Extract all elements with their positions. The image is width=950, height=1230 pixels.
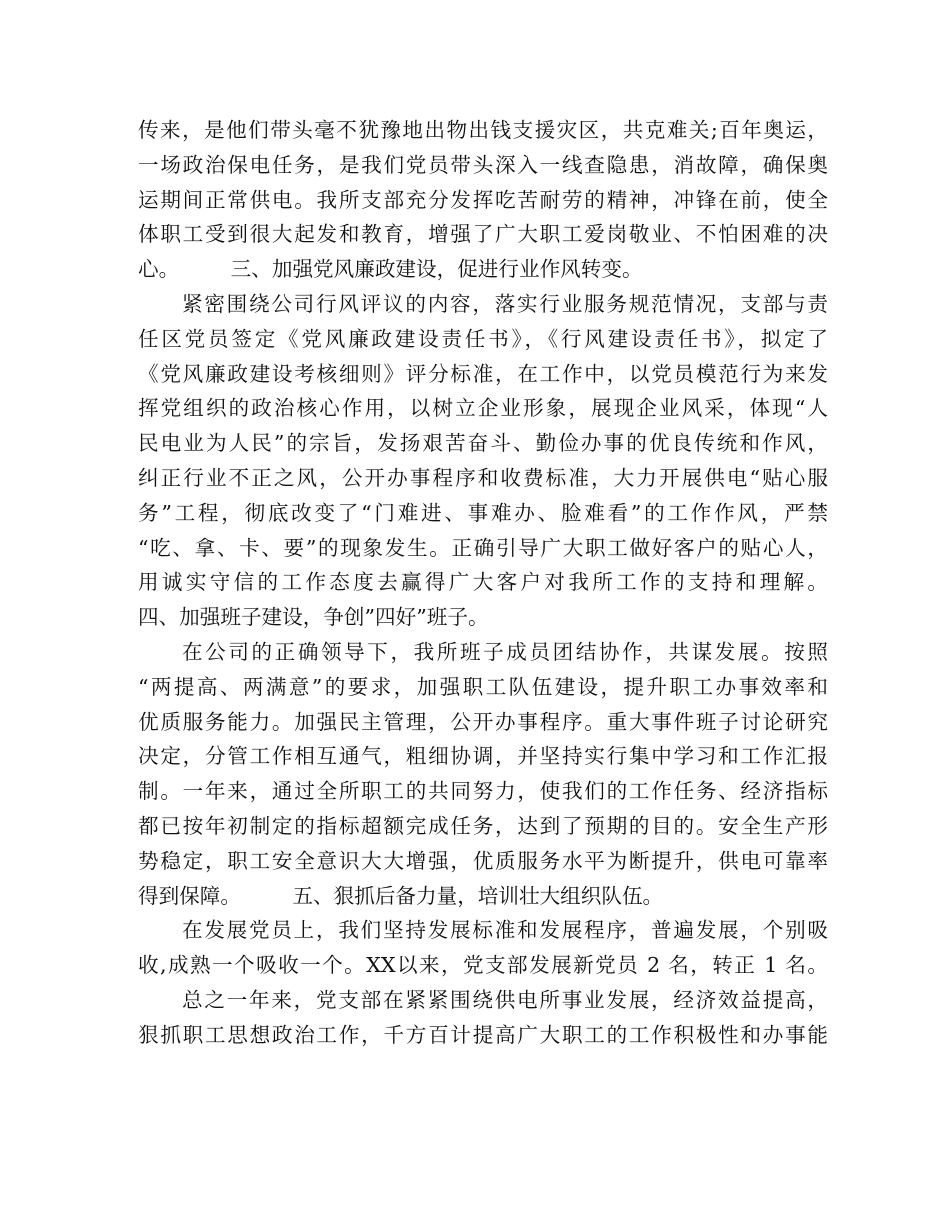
- text-line: 民电业为人民”的宗旨，发扬艰苦奋斗、勤俭办事的优良传统和作风，: [138, 431, 828, 456]
- text-line: 总之一年来，党支部在紧紧围绕供电所事业发展，经济效益提高，: [182, 987, 828, 1012]
- text-line: 挥党组织的政治核心作用，以树立企业形象，展现企业风采，体现“人: [138, 396, 828, 421]
- text-line: 任区党员签定《党风廉政建设责任书》，《行风建设责任书》，拟定了: [138, 326, 828, 351]
- text-line: 狠抓职工思想政治工作，千方百计提高广大职工的工作积极性和办事能: [138, 1022, 828, 1047]
- text-line: 决定，分管工作相互通气，粗细协调，并坚持实行集中学习和工作汇报: [138, 744, 828, 769]
- text-line: 都已按年初制定的指标超额完成任务，达到了预期的目的。安全生产形: [138, 813, 828, 838]
- text-line: 务”工程，彻底改变了“门难进、事难办、脸难看”的工作作风，严禁: [138, 500, 828, 525]
- text-line: “吃、拿、卡、要”的现象发生。正确引导广大职工做好客户的贴心人，: [138, 535, 828, 560]
- text-line: 用诚实守信的工作态度去赢得广大客户对我所工作的支持和理解。: [138, 570, 828, 595]
- text-line: 体职工受到很大起发和教育，增强了广大职工爱岗敬业、不怕困难的决: [138, 222, 828, 247]
- text-line: 势稳定，职工安全意识大大增强，优质服务水平为断提升，供电可靠率: [138, 848, 828, 873]
- text-line: 纠正行业不正之风，公开办事程序和收费标准，大力开展供电“贴心服: [138, 465, 828, 490]
- text-line: 在公司的正确领导下，我所班子成员团结协作，共谋发展。按照: [182, 639, 828, 664]
- text-line: 《党风廉政建设考核细则》评分标准，在工作中，以党员模范行为来发: [138, 361, 828, 386]
- text-line: 四、加强班子建设，争创”四好”班子。: [138, 605, 489, 630]
- text-line: 在发展党员上，我们坚持发展标准和发展程序，普遍发展，个别吸: [182, 918, 828, 943]
- text-line: 得到保障。 五、狠抓后备力量，培训壮大组织队伍。: [138, 883, 664, 908]
- text-line: 制。一年来，通过全所职工的共同努力，使我们的工作任务、经济指标: [138, 779, 828, 804]
- text-line: 紧密围绕公司行风评议的内容，落实行业服务规范情况，支部与责: [182, 291, 828, 316]
- text-line: 心。 三、加强党风廉政建设，促进行业作风转变。: [138, 257, 643, 282]
- text-line: “两提高、两满意”的要求，加强职工队伍建设，提升职工办事效率和: [138, 674, 828, 699]
- text-line: 收,成熟一个吸收一个。XX以来，党支部发展新党员 2 名，转正 1 名。: [138, 953, 828, 978]
- document-body-text: [138, 113, 828, 1053]
- text-line: 一场政治保电任务，是我们党员带头深入一线查隐患，消故障，确保奥: [138, 152, 828, 177]
- text-line: 传来，是他们带头毫不犹豫地出物出钱支援灾区，共克难关;百年奥运，: [138, 118, 828, 142]
- text-line: 运期间正常供电。我所支部充分发挥吃苦耐劳的精神，冲锋在前，使全: [138, 187, 828, 212]
- text-line: 优质服务能力。加强民主管理，公开办事程序。重大事件班子讨论研究: [138, 709, 828, 734]
